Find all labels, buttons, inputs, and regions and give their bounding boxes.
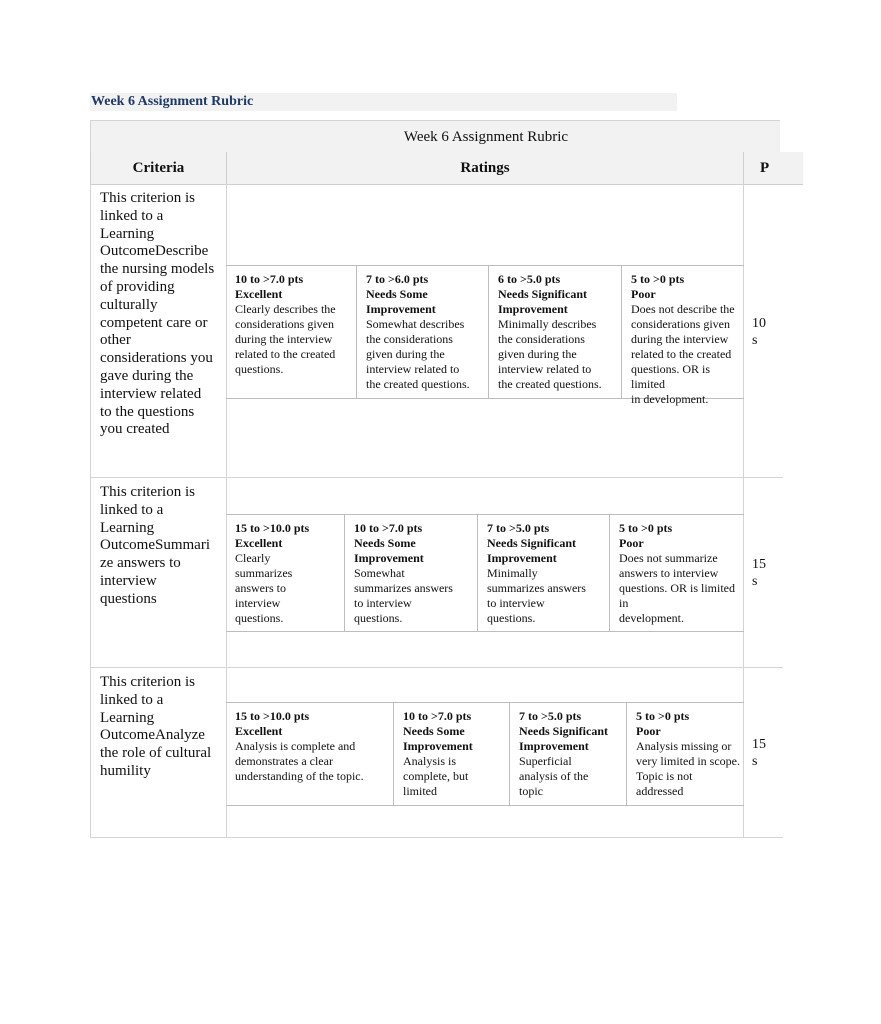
rating-description: Analysis is complete and demonstrates a clear understanding of the topic.: [235, 739, 364, 783]
rating-option: [226, 703, 394, 805]
rating-points: 10 to >7.0 pts: [235, 272, 304, 286]
rating-points: 5 to >0 pts: [631, 272, 685, 286]
ratings-cell: [226, 668, 744, 838]
criterion-points: 10 s: [752, 316, 766, 348]
rating-points: 15 to >10.0 pts: [235, 709, 310, 723]
criterion-cell: This criterion is linked to a Learning OutcomeDescribe the nursing models of providing culturally competent care or other considerations you gave during the interview related to the questions you created: [90, 184, 227, 478]
rating-option: [226, 515, 345, 631]
ratings-cell: [226, 184, 744, 478]
rating-points: 6 to >5.0 pts: [498, 272, 561, 286]
rating-option: [610, 515, 744, 631]
criterion-cell: This criterion is linked to a Learning OutcomeAnalyze the role of cultural humility: [90, 668, 227, 838]
rating-description: Analysis missing or very limited in scope. Topic is not addressed: [636, 739, 740, 798]
header-ratings: Ratings: [226, 152, 744, 185]
rating-description: Does not describe the considerations given during the interview related to the created questions. OR is limited in development.: [631, 302, 735, 406]
rating-label: Poor: [636, 724, 661, 738]
rating-option: [226, 266, 357, 398]
rating-points: 5 to >0 pts: [619, 521, 673, 535]
table-caption: Week 6 Assignment Rubric: [403, 129, 569, 145]
rating-label: Needs Significant Improvement: [519, 724, 609, 753]
criterion-cell: This criterion is linked to a Learning OutcomeSummari ze answers to interview questions: [90, 478, 227, 668]
rating-description: Does not summarize answers to interview questions. OR is limited in development.: [619, 551, 736, 625]
rating-description: Superficial analysis of the topic: [519, 754, 589, 798]
rating-description: Somewhat summarizes answers to interview questions.: [354, 566, 453, 625]
rating-points: 5 to >0 pts: [636, 709, 690, 723]
rating-label: Needs Some Improvement: [354, 536, 424, 565]
ratings-subtable: [226, 514, 744, 632]
criterion-points: 15 s: [752, 557, 766, 589]
header-criteria: Criteria: [90, 152, 227, 185]
rating-points: 7 to >5.0 pts: [519, 709, 582, 723]
rating-option: [622, 266, 744, 406]
rating-label: Needs Significant Improvement: [498, 287, 588, 316]
rating-label: Needs Some Improvement: [403, 724, 473, 753]
rating-description: Minimally summarizes answers to interview questions.: [487, 566, 586, 625]
rating-description: Minimally describes the considerations given during the interview related to the created questions.: [498, 317, 602, 391]
rating-points: 7 to >5.0 pts: [487, 521, 550, 535]
criterion-points: 15 s: [752, 737, 766, 769]
rating-label: Needs Significant Improvement: [487, 536, 577, 565]
rating-label: Poor: [619, 536, 644, 550]
rating-label: Excellent: [235, 287, 283, 301]
ratings-subtable: [226, 702, 744, 806]
page-title: Week 6 Assignment Rubric: [91, 94, 254, 109]
rating-option: [345, 515, 478, 631]
rating-points: 7 to >6.0 pts: [366, 272, 429, 286]
rating-option: [510, 703, 627, 805]
rating-points: 10 to >7.0 pts: [354, 521, 423, 535]
rating-label: Excellent: [235, 536, 283, 550]
rating-label: Poor: [631, 287, 656, 301]
rating-option: [357, 266, 489, 398]
ratings-subtable: [226, 265, 744, 406]
table-caption-row: [90, 120, 780, 153]
rating-description: Clearly describes the considerations given during the interview related to the created questions.: [235, 302, 336, 376]
rating-points: 15 to >10.0 pts: [235, 521, 310, 535]
header-points: P: [743, 152, 803, 185]
rating-option: [489, 266, 622, 398]
ratings-cell: [226, 478, 744, 668]
rating-label: Excellent: [235, 724, 283, 738]
rating-label: Needs Some Improvement: [366, 287, 436, 316]
rating-points: 10 to >7.0 pts: [403, 709, 472, 723]
rating-description: Clearly summarizes answers to interview questions.: [235, 551, 293, 625]
rating-option: [627, 703, 744, 805]
rating-description: Somewhat describes the considerations given during the interview related to the created questions.: [366, 317, 470, 391]
rating-option: [394, 703, 510, 805]
rating-description: Analysis is complete, but limited: [403, 754, 469, 798]
rubric-table: [90, 120, 780, 838]
rating-option: [478, 515, 610, 631]
